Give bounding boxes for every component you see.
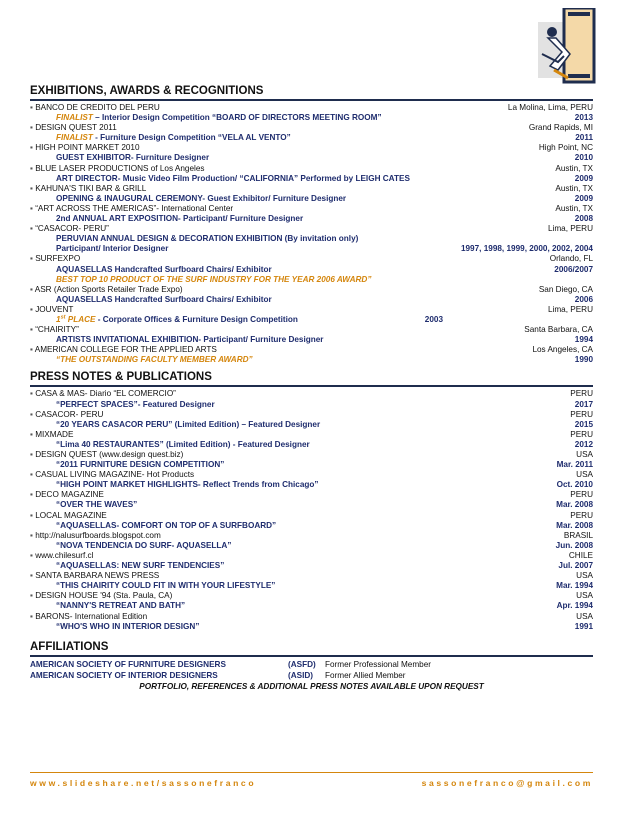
entry-location: USA [576,571,593,581]
entry-text: “CHAIRITY” [35,325,79,335]
entry-row [30,551,593,561]
entry-location: Santa Barbara, CA [524,325,593,335]
entry-left [30,450,183,460]
entry-text: DESIGN HOUSE '94 (Sta. Paula, CA) [35,591,173,601]
section-divider [30,99,593,101]
entry-location: Orlando, FL [549,254,593,264]
entry-detail: OPENING & INAUGURAL CEREMONY- Guest Exhibitor/ Furniture Designer [56,193,347,203]
entry-left [56,521,276,531]
entry-left [56,601,185,611]
entry-detail-row [30,500,593,510]
entry-location: Austin, TX [555,203,593,213]
bullet-icon: ▪ [30,389,36,399]
entry-detail: “OVER THE WAVES” [56,500,138,510]
entry-left [30,430,73,440]
chair-figure-logo-icon [528,8,604,84]
entry-left [30,345,217,355]
entry-left [56,234,358,244]
entry-text: AMERICAN COLLEGE FOR THE APPLIED ARTS [34,345,217,355]
entry-detail: “NANNY'S RETREAT AND BATH” [56,601,186,611]
entry-left [30,325,79,335]
entry-location: PERU [570,429,593,439]
award-text: 1 [56,314,61,324]
entry-left [30,389,176,399]
entry-left [30,254,80,264]
entry-row [30,490,593,500]
bullet-icon: ▪ [30,470,36,480]
entry-location: Grand Rapids, MI [528,123,593,133]
entry-detail-row [30,355,593,365]
entry-detail-row [30,420,593,430]
press-list [30,389,593,631]
bullet-icon: ▪ [30,611,36,621]
entry-left [30,164,204,174]
entry-text: KAHUNA'S TIKI BAR & GRILL [35,183,147,193]
bullet-icon: ▪ [30,325,36,335]
entry-text: “CASACOR- PERU” [35,224,109,234]
award-text: BEST TOP 10 PRODUCT OF THE SURF INDUSTRY FOR THE YEAR 2006 AWARD” [56,274,372,284]
entry-detail-row [30,133,593,143]
entry-row [30,410,593,420]
entry-detail-row [30,244,593,254]
entry-detail-row [30,622,593,632]
entry-row [30,123,593,133]
entry-detail: “AQUASELLAS: NEW SURF TENDENCIES” [56,561,225,571]
entry-location: CHILE [568,550,593,560]
entry-left [56,244,168,254]
entry-location: Lima, PERU [547,304,593,314]
entry-text: SURFEXPO [35,254,81,264]
bullet-icon: ▪ [30,254,36,264]
entry-row [30,450,593,460]
entry-year: 2010 [574,153,593,163]
entry-left [30,103,160,113]
entry-detail: “HIGH POINT MARKET HIGHLIGHTS- Reflect Trends from Chicago” [56,480,319,490]
entry-left [56,400,215,410]
entry-row [30,511,593,521]
entry-location: High Point, NC [538,143,593,153]
entry-text: SANTA BARBARA NEWS PRESS [35,571,160,581]
entry-location: PERU [570,510,593,520]
entry-row [30,204,593,214]
entry-year: 2012 [574,439,593,449]
entry-row [30,305,593,315]
entry-detail: “WHO'S WHO IN INTERIOR DESIGN” [56,621,200,631]
section-title: EXHIBITIONS, AWARDS & RECOGNITIONS [30,85,264,97]
entry-row [30,254,593,264]
entry-left [30,123,117,133]
entry-detail-row [30,275,593,285]
entry-detail-row [30,581,593,591]
entry-location: Austin, TX [555,183,593,193]
affiliation-org: AMERICAN SOCIETY OF FURNITURE DESIGNERS [30,659,226,669]
section-divider [30,655,593,657]
entry-left [56,133,291,143]
affiliation-row [30,670,593,681]
entry-detail-row [30,440,593,450]
entry-left [56,315,298,325]
entry-left [30,531,161,541]
entry-left [56,265,272,275]
entry-location: San Diego, CA [538,284,593,294]
entry-year: Jul. 2007 [558,561,593,571]
exhibitions-section [30,84,593,365]
exhibitions-list [30,103,593,365]
entry-location: USA [576,611,593,621]
website-link[interactable]: www.slideshare.net/sassonefranco [30,778,257,788]
affiliations-list [30,659,593,681]
entry-year: Oct. 2010 [556,480,593,490]
entry-detail-row [30,234,593,244]
entry-detail-row [30,113,593,123]
entry-left [56,194,346,204]
bullet-icon: ▪ [30,591,36,601]
entry-left [30,551,93,561]
entry-detail-row [30,315,593,325]
entry-detail: “AQUASELLAS- COMFORT ON TOP OF A SURFBOARD” [56,520,277,530]
entry-year: Mar. 1994 [556,581,593,591]
bullet-icon: ▪ [30,224,36,234]
email-link[interactable]: sassonefranco@gmail.com [421,778,593,788]
entry-text: DECO MAGAZINE [35,490,104,500]
entry-detail: “NOVA TENDENCIA DO SURF- AQUASELLA” [56,540,232,550]
entry-detail-row [30,601,593,611]
entry-year: 2006/2007 [554,264,593,274]
entry-location: Los Angeles, CA [532,345,593,355]
entry-left [30,511,107,521]
entry-location: Austin, TX [555,163,593,173]
entry-detail: AQUASELLAS Handcrafted Surfboard Chairs/ Exhibitor [56,264,272,274]
entry-detail: - Furniture Design Competition “VELA AL VENTO” [92,133,291,143]
entry-year: 2011 [575,133,593,143]
entry-year: 1990 [574,355,593,365]
bullet-icon: ▪ [30,490,36,500]
award-sup: st [60,314,66,321]
entry-row [30,103,593,113]
affiliation-abbr: (ASFD) [288,659,316,669]
entry-row [30,224,593,234]
bullet-icon: ▪ [30,123,36,133]
entry-row [30,143,593,153]
entry-row [30,325,593,335]
entry-detail-row [30,295,593,305]
entry-detail: – Interior Design Competition “BOARD OF DIRECTORS MEETING ROOM” [92,113,382,123]
entry-detail-row [30,480,593,490]
bullet-icon: ▪ [30,163,36,173]
entry-detail: ARTISTS INVITATIONAL EXHIBITION- Participant/ Furniture Designer [56,335,324,345]
entry-left [56,153,209,163]
award-text: PLACE [65,314,96,324]
entry-detail-row [30,400,593,410]
entry-year: Jun. 2008 [555,540,593,550]
entry-text: HIGH POINT MARKET 2010 [35,143,140,153]
entry-row [30,430,593,440]
entry-text: BANCO DE CREDITO DEL PERU [35,103,160,112]
entry-left [30,591,172,601]
bullet-icon: ▪ [30,103,36,112]
entry-row [30,591,593,601]
entry-year: Mar. 2011 [556,460,593,470]
entry-text: ASR (Action Sports Retailer Trade Expo) [34,284,183,294]
entry-detail: Participant/ Interior Designer [56,244,169,254]
entry-detail: - Corporate Offices & Furniture Design Competition [95,314,298,324]
entry-text: http://nalusurfboards.blogspot.com [35,530,161,540]
entry-detail: “THIS CHAIRITY COULD FIT IN WITH YOUR LIFESTYLE” [56,581,276,591]
entry-row [30,285,593,295]
resume-page [30,84,593,691]
entry-left [56,561,224,571]
entry-detail-row [30,194,593,204]
entry-detail: GUEST EXHIBITOR- Furniture Designer [56,153,210,163]
entry-left [56,581,275,591]
entry-detail: AQUASELLAS Handcrafted Surfboard Chairs/ Exhibitor [56,294,272,304]
entry-left [56,355,253,365]
entry-left [30,305,73,315]
entry-left [30,571,159,581]
entry-location: USA [576,591,593,601]
entry-location: PERU [570,490,593,500]
entry-left [56,460,224,470]
entry-row [30,164,593,174]
entry-location: Lima, PERU [547,224,593,234]
entry-detail-row [30,265,593,275]
entry-detail-row [30,460,593,470]
entry-left [30,490,104,500]
bullet-icon: ▪ [30,183,36,193]
entry-year: 2009 [574,173,593,183]
entry-year: 2006 [574,294,593,304]
entry-year: 2003 [424,314,443,324]
entry-text: CASA & MAS- Diario “EL COMERCIO” [35,389,176,399]
bullet-icon: ▪ [30,510,36,520]
entry-left [30,470,194,480]
press-section [30,370,593,631]
entry-left [30,285,183,295]
entry-year: Mar. 2008 [556,520,593,530]
entry-left [30,184,146,194]
affiliation-role: Former Professional Member [325,659,432,669]
affiliation-role: Former Allied Member [325,670,406,680]
entry-left [56,420,320,430]
entry-left [56,335,323,345]
entry-text: CASUAL LIVING MAGAZINE- Hot Products [35,470,195,480]
entry-year: 1997, 1998, 1999, 2000, 2002, 2004 [460,244,593,254]
entry-row [30,184,593,194]
entry-detail: ART DIRECTOR- Music Video Film Production/ “CALIFORNIA” Performed by LEIGH CATES [56,173,410,183]
entry-left [30,224,109,234]
entry-left [56,214,303,224]
portfolio-note: PORTFOLIO, REFERENCES & ADDITIONAL PRESS NOTES AVAILABLE UPON REQUEST [139,681,484,691]
entry-year: 2013 [574,113,593,123]
entry-row [30,571,593,581]
entry-left [56,480,318,490]
entry-row [30,470,593,480]
entry-left [30,612,147,622]
bullet-icon: ▪ [30,284,35,294]
entry-text: DESIGN QUEST (www.design quest.biz) [35,450,184,459]
affiliation-abbr: (ASID) [288,670,314,680]
entry-left [56,174,410,184]
entry-text: BARONS- International Edition [35,611,148,621]
entry-year: 2008 [574,214,593,224]
entry-location: USA [576,470,593,480]
entry-detail: “20 YEARS CASACOR PERU” (Limited Edition) – Featured Designer [56,419,321,429]
bullet-icon: ▪ [30,409,36,419]
entry-location: PERU [570,409,593,419]
entry-year: 2017 [574,399,593,409]
bullet-icon: ▪ [30,345,35,355]
entry-text: www.chilesurf.cl [35,550,94,560]
bullet-icon: ▪ [30,530,36,540]
entry-left [30,204,233,214]
section-divider [30,385,593,387]
entry-text: BLUE LASER PRODUCTIONS of Los Angeles [35,163,205,173]
affiliation-org: AMERICAN SOCIETY OF INTERIOR DESIGNERS [30,670,218,680]
entry-left [56,622,199,632]
entry-detail-row [30,561,593,571]
entry-year: 2009 [574,193,593,203]
entry-text: MIXMADE [35,429,74,439]
entry-detail: “PERFECT SPACES”- Featured Designer [56,399,215,409]
entry-text: LOCAL MAGAZINE [35,510,107,520]
affiliations-section [30,640,593,691]
entry-detail-row [30,174,593,184]
entry-left [56,500,137,510]
bullet-icon: ▪ [30,429,36,439]
entry-detail: PERUVIAN ANNUAL DESIGN & DECORATION EXHIBITION (By invitation only) [56,234,359,244]
entry-text: CASACOR- PERU [35,409,104,419]
entry-detail-row [30,214,593,224]
entry-text: DESIGN QUEST 2011 [35,123,117,133]
entry-year: Mar. 2008 [556,500,593,510]
bullet-icon: ▪ [30,450,36,459]
bullet-icon: ▪ [30,143,36,153]
section-title: AFFILIATIONS [30,640,109,653]
entry-year: 1994 [574,335,593,345]
entry-detail-row [30,521,593,531]
entry-left [56,440,310,450]
entry-left [56,275,371,285]
entry-year: 2015 [574,419,593,429]
award-text: FINALIST [56,133,93,143]
entry-location: BRASIL [563,530,593,540]
award-text: “THE OUTSTANDING FACULTY MEMBER AWARD” [56,355,253,365]
bullet-icon: ▪ [30,203,36,213]
entry-location: USA [576,450,593,459]
entry-text: JOUVENT [35,304,74,314]
entry-detail: “2011 FURNITURE DESIGN COMPETITION” [56,460,225,470]
entry-left [30,410,103,420]
entry-text: “ART ACROSS THE AMERICAS”- International Center [35,203,234,213]
footer-divider [30,772,593,773]
entry-detail-row [30,335,593,345]
entry-left [56,113,382,123]
entry-detail-row [30,153,593,163]
bullet-icon: ▪ [30,550,36,560]
entry-location: La Molina, Lima, PERU [507,103,593,112]
entry-row [30,531,593,541]
entry-detail: “Lima 40 RESTAURANTES” (Limited Edition) - Featured Designer [56,439,310,449]
entry-left [30,143,140,153]
entry-location: PERU [570,389,593,399]
bullet-icon: ▪ [30,571,36,581]
section-title: PRESS NOTES & PUBLICATIONS [30,371,212,384]
bullet-icon: ▪ [30,304,36,314]
entry-row [30,389,593,399]
entry-left [56,295,272,305]
award-text: FINALIST [56,113,93,123]
affiliation-row [30,659,593,670]
entry-detail: 2nd ANNUAL ART EXPOSITION- Participant/ Furniture Designer [56,214,304,224]
entry-year: 1991 [574,621,593,631]
entry-detail-row [30,541,593,551]
entry-row [30,345,593,355]
entry-year: Apr. 1994 [556,601,593,611]
entry-row [30,612,593,622]
entry-left [56,541,231,551]
